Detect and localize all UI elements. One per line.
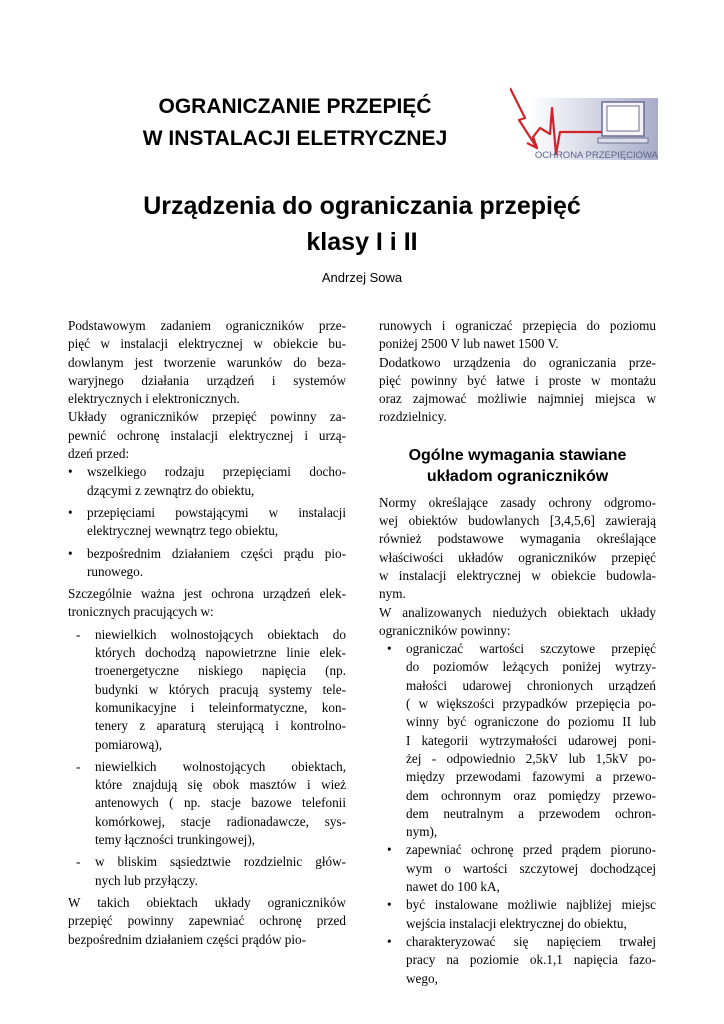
- text-line: pomiarową),: [95, 736, 163, 752]
- text-line: runowych i ograniczać przepięcia do poziomu: [379, 318, 656, 333]
- right-column: [379, 317, 656, 988]
- text-line: dzeń przed:: [68, 446, 130, 462]
- list-item: [387, 841, 656, 896]
- text-line: elektrycznej wewnątrz tego obiektu,: [87, 523, 279, 539]
- list-item: [68, 545, 346, 582]
- text-line: troenergetyczne niskiego napięcia (np.: [95, 663, 346, 679]
- text-line: bezpośrednim działaniem części prądów pio-: [68, 931, 307, 947]
- subtitle-line-2: klasy I i II: [306, 228, 418, 256]
- section-heading-line: układom ograniczników: [426, 467, 609, 485]
- bullet-list: [68, 463, 346, 581]
- text-line: Podstawowym zadaniem ograniczników prze-: [68, 318, 346, 333]
- text-line: pięć powinny być łatwe i proste w montażu: [379, 372, 656, 388]
- dash-marker: -: [76, 854, 81, 870]
- text-line: oraz zajmować możliwie najmniej miejsca w: [379, 391, 656, 407]
- dash-list: [68, 626, 346, 890]
- text-line: w instalacji elektrycznej w obiekcie budowla-: [379, 567, 656, 583]
- text-line: W analizowanych niedużych obiektach układy: [379, 604, 656, 620]
- text-line: I kategorii wytrzymałości udarowej poni-: [406, 732, 656, 748]
- text-line: Układy ograniczników przepięć powinny za-: [68, 409, 346, 425]
- text-line: wego,: [406, 970, 438, 986]
- paragraph: [379, 494, 656, 604]
- list-item: [387, 933, 656, 988]
- text-line: komunikacyjne i teleinformatyczne, kon-: [95, 699, 346, 715]
- text-line: temy łączności trunkingowej),: [95, 832, 256, 848]
- text-line: wym o wartości szczytowej dochodzącej: [406, 860, 656, 876]
- text-line: ograniczać wartości szczytowe przepięć: [406, 641, 656, 657]
- text-line: bezpośrednim działaniem części prądu pio-: [87, 545, 346, 561]
- bullet-icon: •: [68, 545, 73, 561]
- text-line: elektrycznych i elektronicznych.: [68, 391, 240, 407]
- text-line: zapewniać ochronę przed prądem pioruno-: [406, 842, 656, 858]
- dash-marker: -: [76, 758, 81, 774]
- text-line: niewielkich wolnostojących obiektach,: [95, 758, 346, 774]
- list-item: [76, 758, 346, 849]
- list-item: [76, 626, 346, 754]
- text-line: poniżej 2500 V lub nawet 1500 V.: [379, 336, 559, 352]
- list-item: [68, 463, 346, 500]
- text-line: wejścia instalacji elektrycznej do obiektu,: [406, 915, 627, 931]
- text-line: niewielkich wolnostojących obiektach do: [95, 626, 346, 642]
- title-line-2: W INSTALACJI ELETRYCZNEJ: [142, 127, 448, 150]
- bullet-icon: •: [387, 842, 392, 858]
- text-line: Szczególnie ważna jest ochrona urządzeń elek-: [68, 586, 346, 602]
- list-item: [387, 896, 656, 933]
- bullet-icon: •: [387, 641, 392, 657]
- text-line: runowego.: [87, 563, 144, 579]
- section-heading-line: Ogólne wymagania stawiane: [408, 446, 627, 464]
- text-line: również podstawowe wymagania określające: [379, 531, 656, 547]
- text-line: nych lub przyłączy.: [95, 872, 198, 888]
- paragraph: [379, 317, 656, 354]
- text-line: waryjnego działania urządzeń i systemów: [68, 372, 346, 388]
- bullet-icon: •: [387, 933, 392, 949]
- paragraph: [68, 408, 346, 463]
- text-line: dem neutralnym a przewodem ochron-: [406, 805, 656, 821]
- text-line: między przewodami fazowymi a przewo-: [406, 769, 656, 785]
- text-line: Dodatkowo urządzenia do ograniczania prze-: [379, 354, 656, 370]
- left-column: [68, 317, 346, 949]
- text-line: komórkowej, stacje radionadawcze, sys-: [95, 813, 346, 829]
- list-item: [387, 640, 656, 841]
- title-line-1: OGRANICZANIE PRZEPIĘĆ: [158, 95, 432, 118]
- logo-caption: OCHRONA PRZEPIĘCIOWA: [534, 150, 658, 161]
- text-line: małości udarowej chronionych urządzeń: [406, 677, 656, 693]
- text-line: antenowych ( np. stacje bazowe telefonii: [95, 795, 346, 811]
- text-line: wszelkiego rodzaju przepięciami docho-: [87, 464, 346, 480]
- subtitle-line-1: Urządzenia do ograniczania przepięć: [143, 192, 581, 220]
- text-line: tronicznych pracujących w:: [68, 604, 214, 620]
- paragraph: [68, 894, 346, 949]
- paragraph: [379, 354, 656, 427]
- bullet-icon: •: [68, 504, 73, 520]
- text-line: Normy określające zasady ochrony odgromo-: [379, 494, 656, 510]
- surge-protection-logo: [510, 84, 660, 170]
- text-line: w bliskim sąsiedztwie rozdzielnic głów-: [95, 854, 346, 870]
- bullet-icon: •: [387, 897, 392, 913]
- text-line: właściwości układów ograniczników przepięć: [379, 549, 656, 565]
- text-line: przepięć powinny zapewniać ochronę przed: [68, 913, 346, 929]
- text-line: tenery z aparaturą sterującą i kontrolno-: [95, 718, 346, 734]
- author: Andrzej Sowa: [321, 270, 403, 285]
- text-line: dzącymi z zewnątrz do obiektu,: [87, 482, 255, 498]
- text-line: ( w większości przypadków przepięcia po-: [406, 696, 656, 712]
- text-line: nym),: [406, 824, 438, 840]
- list-item: [68, 504, 346, 541]
- text-line: być instalowane możliwie najbliżej miejsc: [406, 897, 656, 913]
- text-line: dowlanym jest tworzenie warunków do beza-: [68, 354, 346, 370]
- text-line: które znajdują się obok masztów i wież: [95, 777, 346, 793]
- bullet-icon: •: [68, 464, 73, 480]
- text-line: dem ochronnym oraz pomiędzy przewo-: [406, 787, 656, 803]
- text-line: ograniczników powinny:: [379, 622, 511, 638]
- text-line: do poziomów leżących poniżej wytrzy-: [406, 659, 656, 675]
- paragraph: [379, 604, 656, 641]
- bullet-list: [379, 640, 656, 988]
- text-line: nym.: [379, 586, 406, 602]
- text-line: budynki w których pracują systemy tele-: [95, 681, 346, 697]
- list-item: [76, 853, 346, 890]
- text-line: pięć w instalacji elektrycznej w obiekcie bu-: [68, 336, 346, 352]
- paragraph: [68, 585, 346, 622]
- section-heading: [379, 445, 656, 487]
- text-line: pracy na poziomie ok.1,1 napięcia fazo-: [406, 952, 656, 968]
- text-line: rozdzielnicy.: [379, 409, 447, 425]
- dash-marker: -: [76, 626, 81, 642]
- text-line: nawet do 100 kA,: [406, 879, 500, 895]
- text-line: pewnić ochronę instalacji elektrycznej i urzą-: [68, 427, 346, 443]
- text-line: żej - odpowiednio 2,5kV lub 1,5kV po-: [406, 750, 656, 766]
- text-line: charakteryzować się napięciem trwałej: [406, 933, 656, 949]
- paragraph: [68, 317, 346, 408]
- text-line: przepięciami powstającymi w instalacji: [87, 504, 346, 520]
- text-line: wej obiektów budowlanych [3,4,5,6] zawierają: [379, 513, 656, 529]
- text-line: W takich obiektach układy ograniczników: [68, 894, 346, 910]
- text-line: których dochodzą napowietrzne linie elek-: [95, 645, 346, 661]
- text-line: winny być ograniczone do poziomu II lub: [406, 714, 656, 730]
